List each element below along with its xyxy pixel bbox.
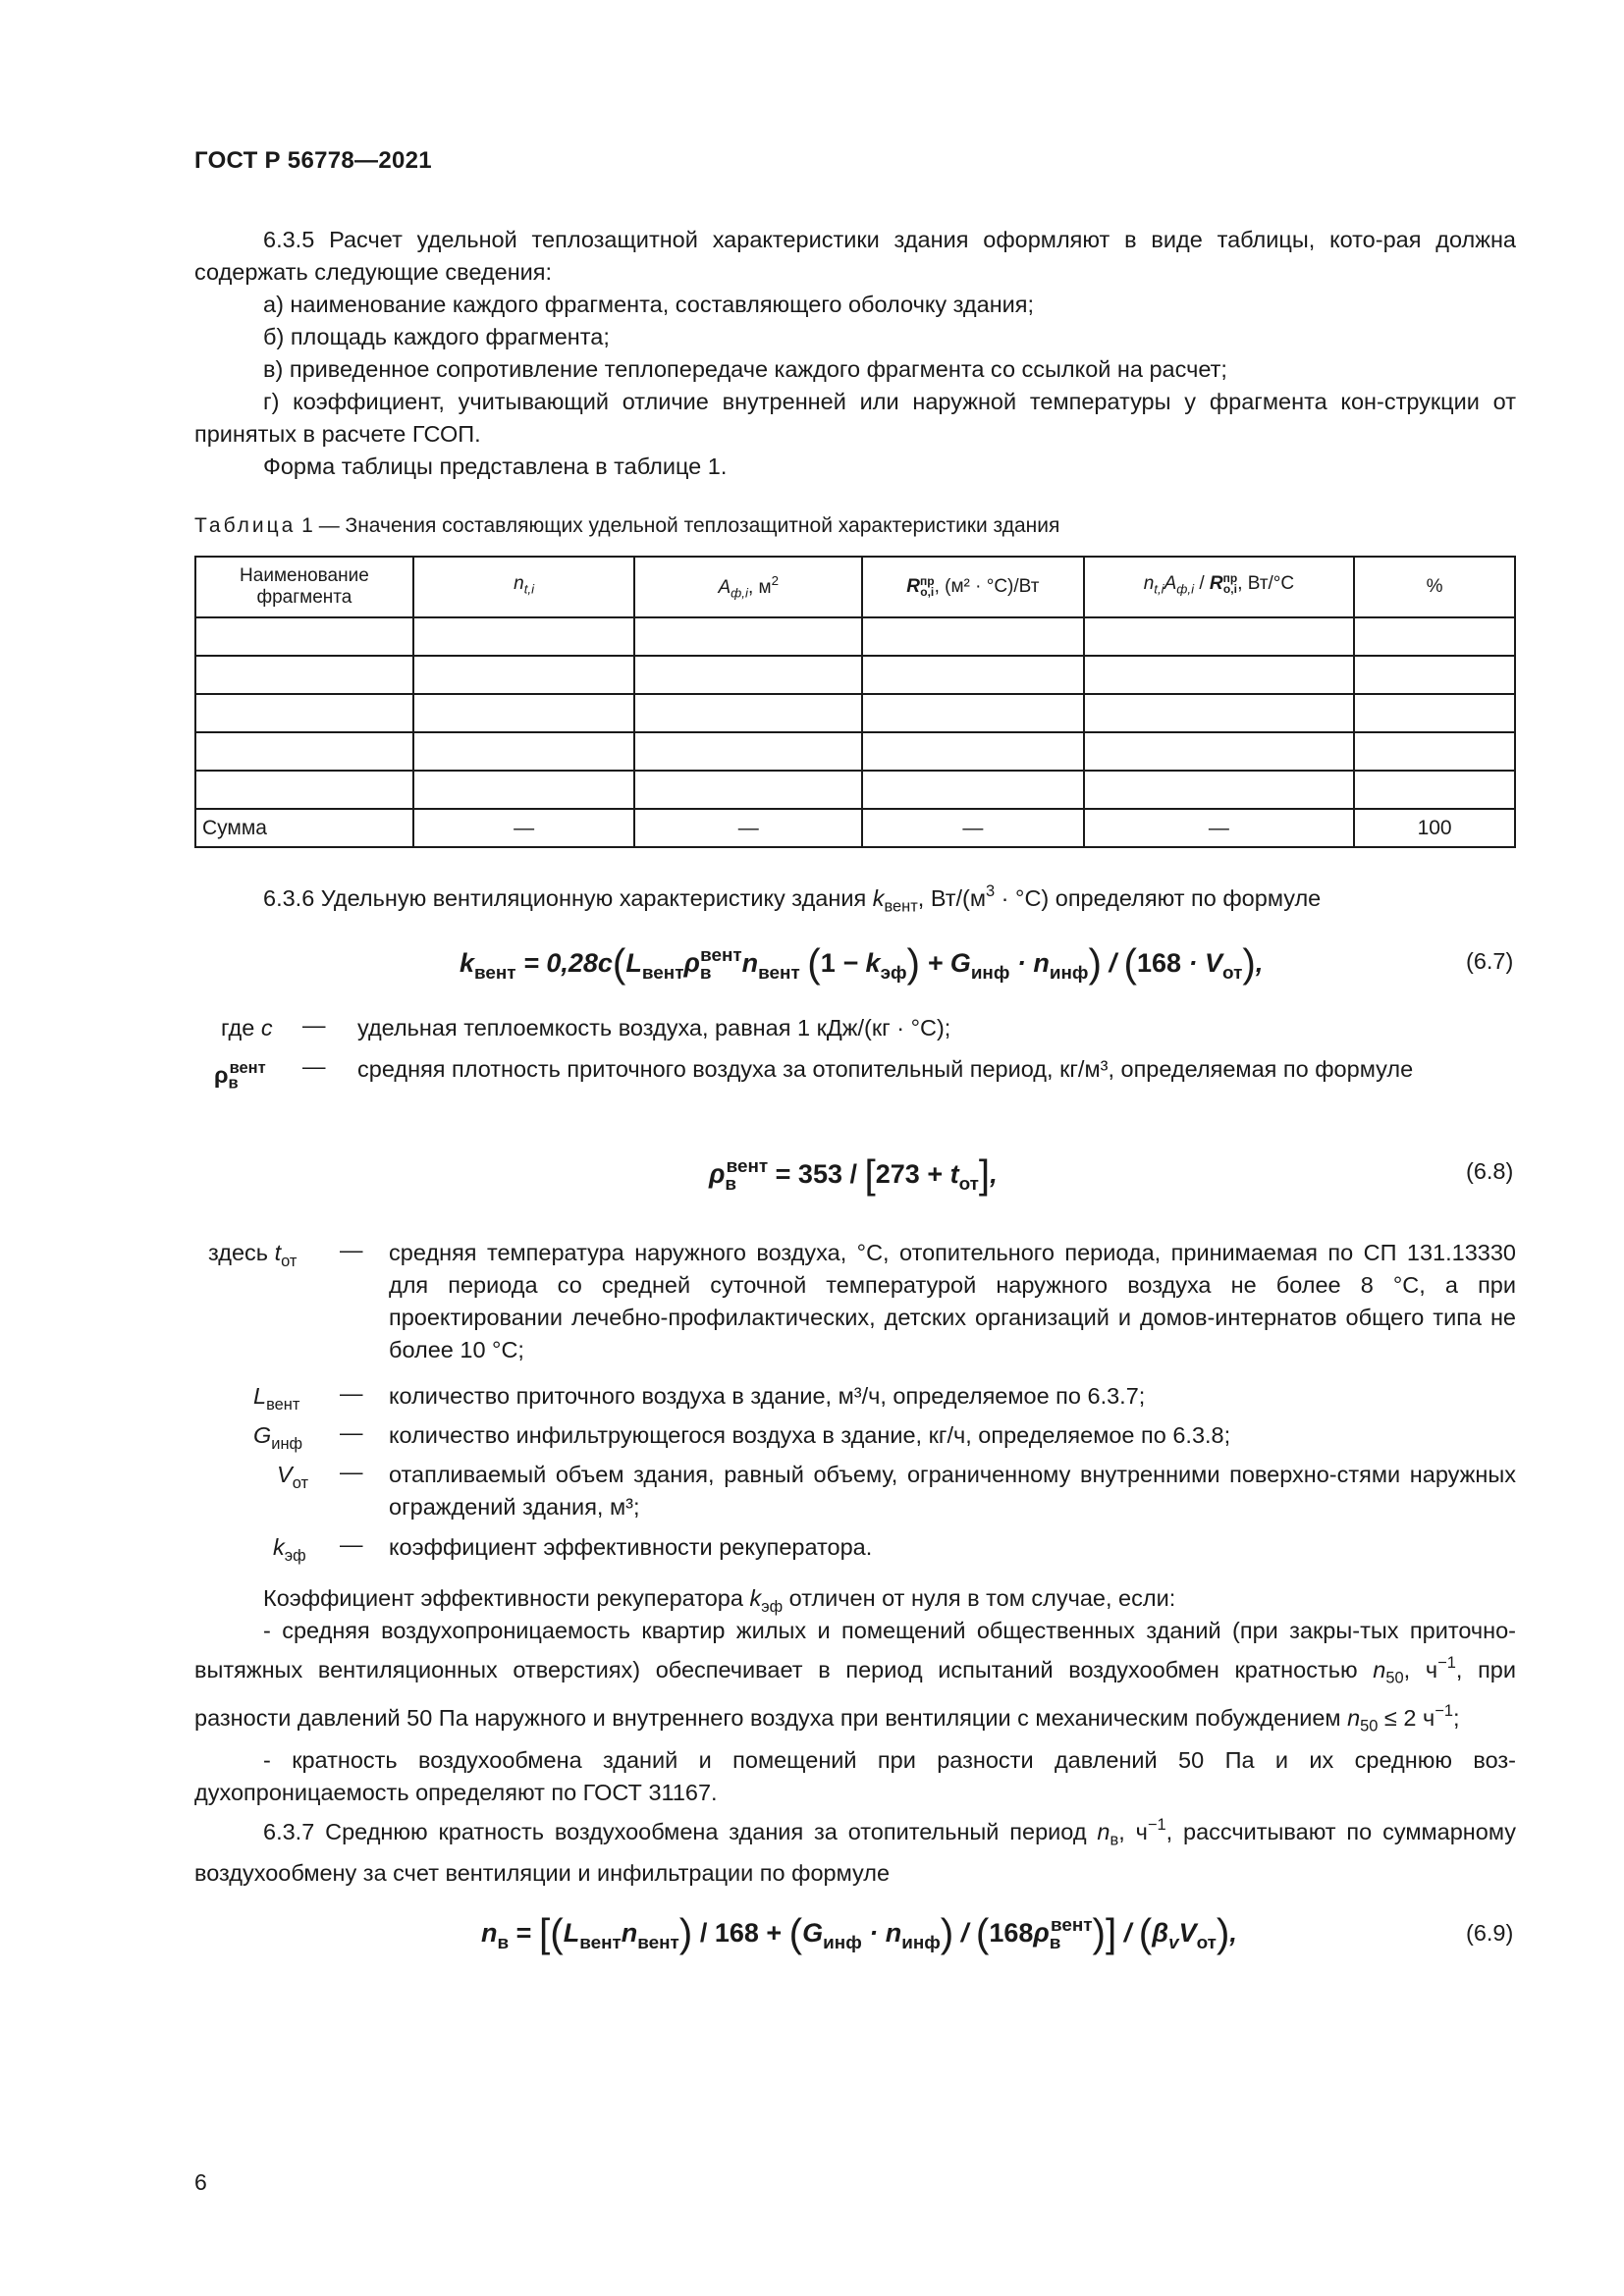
def-dash: — [340,1237,363,1262]
recuperator-condition-1: - средняя воздухопроницаемость квартир жилых и помещений общественных зданий (при закры-тых приточно-вытяжных вентиляционных отверстиях) обеспечивает в период испытаний воздухообмен кратностью $n_{50}$, $ч^{-1}$, при разности давлений 50 Па наружного и внутреннего воздуха при вентиляции с механическим побуждением $n_{50} \le 2$ $ч^{-1}$; [194,1618,1516,1735]
col-header-n: $n_{t,i}$ [413,557,635,617]
col-header-area: $A_{ф,i}$, $м^2$ [634,557,862,617]
recuperator-condition-2: - кратность воздухообмена зданий и помещений при разности давлений 50 Па и их среднюю воз-духопроницаемость определяют по ГОСТ 31167. [194,1747,1516,1805]
def-dash: — [340,1459,363,1484]
def-symbol-V: $V_{от}$ [277,1462,308,1492]
col-header-resistance: Rпр о,i, (м² · °С)/Вт [862,557,1084,617]
table-sum-row [195,809,1515,847]
page-number: 6 [194,2169,207,2195]
formula-6-8: $\rho_в^{вент} = 353 / [273 + t_{от}]$, [709,1151,998,1197]
table-caption: Таблица 1 — Значения составляющих удельной теплозащитной характеристики здания [194,514,1060,537]
table-reference: Форма таблицы представлена в таблице 1. [263,454,728,479]
def-dash: — [340,1380,363,1406]
def-text-t: средняя температура наружного воздуха, °С, отопительного периода, принимаемая по СП 131.13330 для периода со средней суточной температурой наружного воздуха не более 8 °С, а при проектировании лечебно-профилактических, детских организаций и домов-интернатов общего типа не более 10 °С; [389,1240,1516,1362]
formula-6-7: $k_{вент} = 0,28c(L_{вент}\rho_в^{вент}n_{вент}$ $(1 - k_{эф}) + G_{инф} \cdot n_{инф}) / (168 \cdot V_{от})$, [460,940,1264,986]
equation-number: (6.9) [1466,1920,1514,1946]
sum-dash: — [1084,809,1355,847]
def-symbol-rho: $\rho_в^{вент}$ [214,1059,266,1093]
equation-number: (6.8) [1466,1158,1514,1184]
table-header-row [195,557,1515,617]
def-symbol-G: $G_{инф}$ [253,1422,303,1453]
table-row [195,732,1515,771]
sum-dash: — [413,809,635,847]
def-text-G: количество инфильтрующегося воздуха в здание, кг/ч, определяемое по 6.3.8; [389,1422,1231,1448]
col-header-percent: % [1354,557,1515,617]
def-dash: — [302,1053,326,1079]
def-text-V: отапливаемый объем здания, равный объему, ограниченному внутренними поверхно-стями наружных ограждений здания, м³; [389,1462,1516,1520]
sum-label: Сумма [195,809,413,847]
def-dash: — [340,1419,363,1445]
sum-total: 100 [1354,809,1515,847]
table-row [195,771,1515,809]
def-symbol-L: $L_{вент}$ [253,1383,300,1414]
def-dash: — [340,1531,363,1557]
def-symbol-t: здесь $t_{от}$ [208,1240,298,1270]
equation-number: (6.7) [1466,948,1514,974]
table-row [195,656,1515,694]
def-symbol-c: где c [221,1015,273,1041]
sum-dash: — [862,809,1084,847]
paragraph-6-3-5: 6.3.5 Расчет удельной теплозащитной характеристики здания оформляют в виде таблицы, кото-рая должна содержать следующие сведения: [194,227,1516,285]
paragraph-6-3-6: 6.3.6 Удельную вентиляционную характеристику здания $k_{вент}$, $Вт/(м^3 \cdot ^\circ С)$ определяют по формуле [263,882,1322,916]
list-item-a: а) наименование каждого фрагмента, составляющего оболочку здания; [263,292,1035,317]
list-item-v: в) приведенное сопротивление теплопередаче каждого фрагмента со ссылкой на расчет; [263,356,1227,382]
col-header-fragment: Наименование фрагмента [195,557,413,617]
list-item-b: б) площадь каждого фрагмента; [263,324,610,349]
def-symbol-k-ef: $k_{эф}$ [273,1534,306,1565]
table-1 [194,556,1516,848]
sum-dash: — [634,809,862,847]
table-row [195,617,1515,656]
list-item-g: г) коэффициент, учитывающий отличие внутренней или наружной температуры у фрагмента кон-струкции от принятых в расчете ГСОП. [194,389,1516,447]
table-row [195,694,1515,732]
def-text-c: удельная теплоемкость воздуха, равная 1 кДж/(кг · °С); [357,1015,951,1041]
def-dash: — [302,1012,326,1038]
document-header: ГОСТ Р 56778—2021 [194,147,432,174]
recuperator-lead: Коэффициент эффективности рекуператора $k_{эф}$ отличен от нуля в том случае, если: [263,1585,1176,1616]
paragraph-6-3-7: 6.3.7 Среднюю кратность воздухообмена здания за отопительный период $n_в$, $ч^{-1}$, рассчитывают по суммарному воздухообмену за счет вентиляции и инфильтрации по формуле [194,1816,1516,1886]
formula-6-9: $n_в = [(L_{вент}n_{вент}) / 168 + (G_{инф} \cdot n_{инф}) / (168\rho_в^{вент})] / (\beta_vV_{от})$, [481,1910,1237,1955]
def-text-L: количество приточного воздуха в здание, м³/ч, определяемое по 6.3.7; [389,1383,1146,1409]
col-header-flux: $n_{t,i}A_{ф,i}$ / Rпр о,i, Вт/°С [1084,557,1355,617]
def-text-rho: средняя плотность приточного воздуха за отопительный период, кг/м³, определяемая по формуле [357,1056,1414,1082]
def-text-k-ef: коэффициент эффективности рекуператора. [389,1534,873,1560]
